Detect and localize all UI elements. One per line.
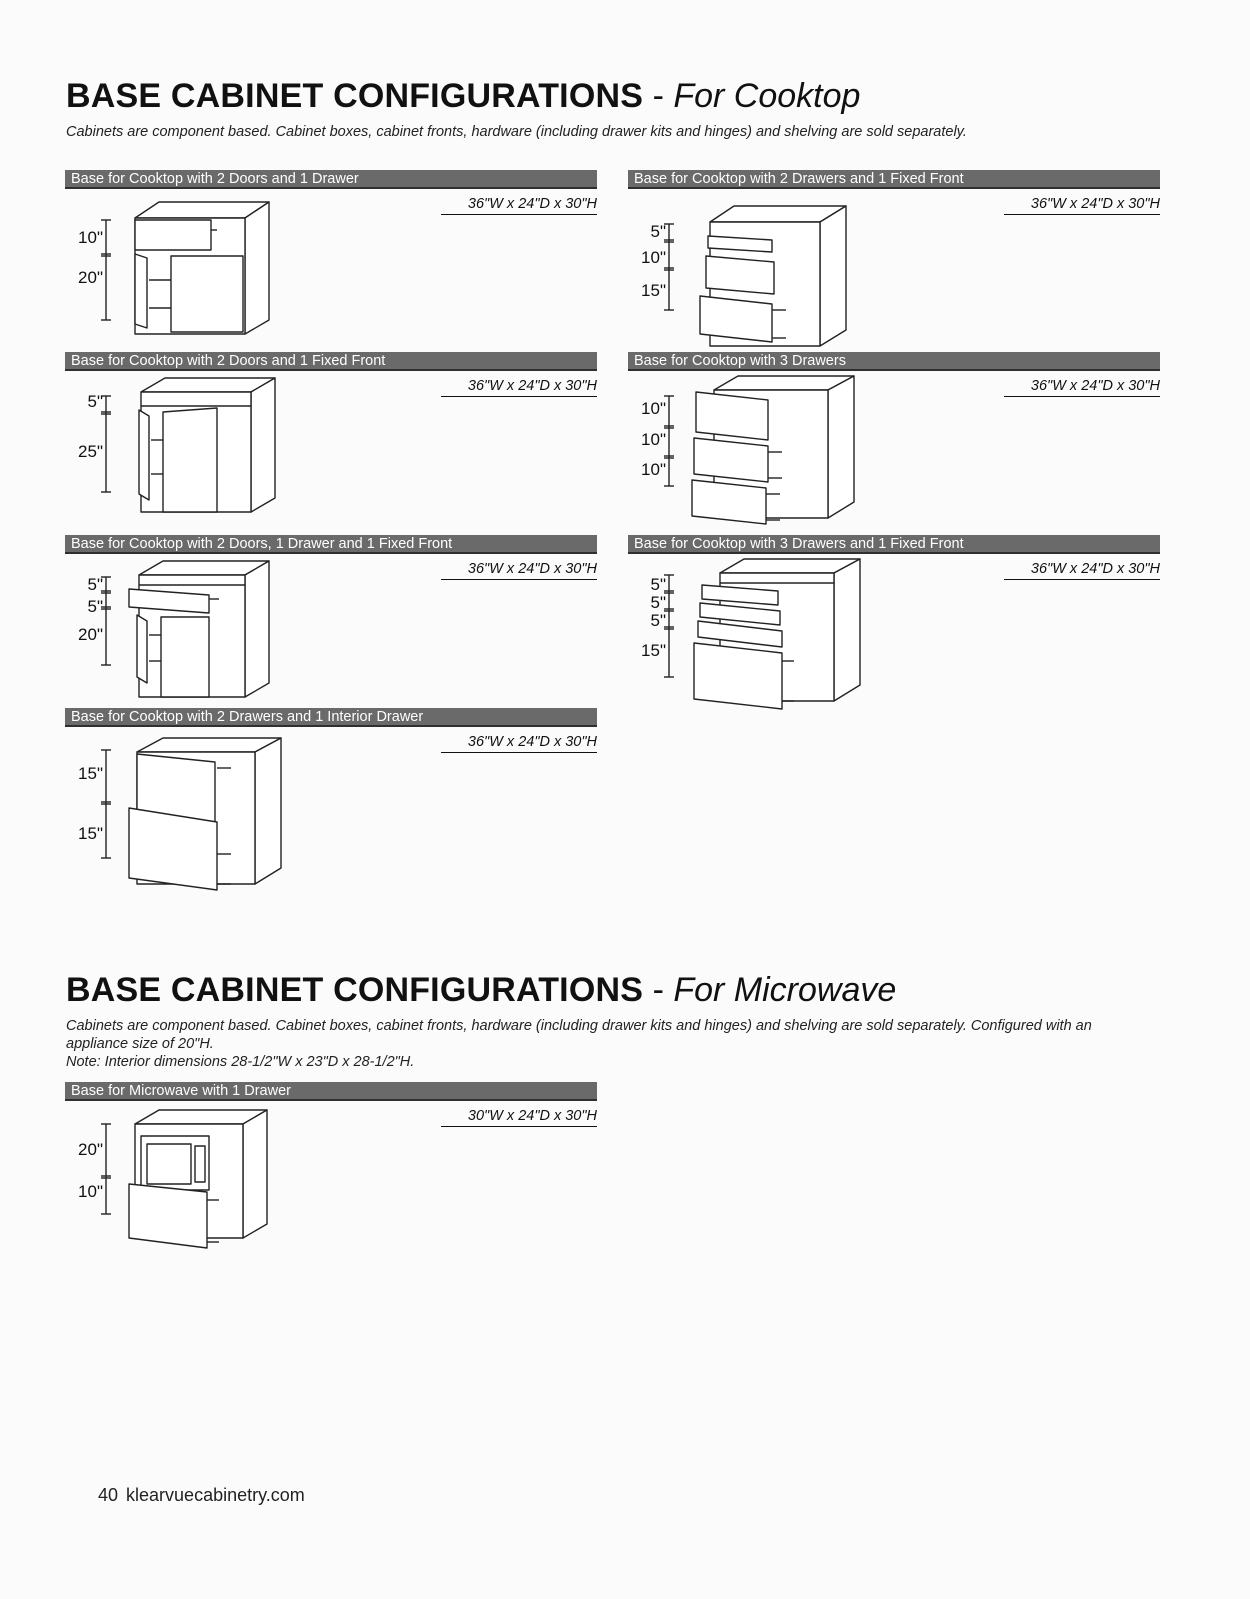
- config-panel-microwave-1-drawer: [65, 1082, 597, 1262]
- panel-title-bar: Base for Cooktop with 2 Doors, 1 Drawer and 1 Fixed Front: [65, 535, 597, 554]
- config-panel-3-drawers-1-fixed-front: [628, 535, 1160, 715]
- height-label: 15": [78, 824, 103, 843]
- panel-title-bar: Base for Cooktop with 3 Drawers and 1 Fixed Front: [628, 535, 1160, 554]
- height-label: 10": [78, 228, 103, 247]
- panel-dimensions: 36"W x 24"D x 30"H: [1004, 196, 1160, 215]
- cooktop-title-bold: BASE CABINET CONFIGURATIONS: [66, 77, 644, 115]
- dimension-bracket: [99, 708, 113, 888]
- microwave-title-italic: For Microwave: [673, 971, 897, 1009]
- height-label: 5": [87, 392, 103, 411]
- height-label: 10": [641, 248, 666, 267]
- config-panel-2-doors-1-drawer: [65, 170, 597, 350]
- height-label: 20": [78, 268, 103, 287]
- height-label: 20": [78, 625, 103, 644]
- height-label: 15": [641, 281, 666, 300]
- microwave-intro-note: Note: Interior dimensions 28-1/2"W x 23"D x 28-1/2"H.: [66, 1054, 415, 1070]
- panel-dimensions: 30"W x 24"D x 30"H: [441, 1108, 597, 1127]
- cooktop-section-title: [66, 76, 860, 116]
- cabinet-illustration: [127, 200, 287, 350]
- cabinet-illustration: [690, 565, 850, 715]
- config-panel-2-drawers-1-interior-drawer: [65, 708, 597, 888]
- panel-title-bar: Base for Cooktop with 2 Drawers and 1 Fixed Front: [628, 170, 1160, 189]
- panel-dimensions: 36"W x 24"D x 30"H: [1004, 378, 1160, 397]
- height-label: 5": [650, 575, 666, 594]
- height-label: 15": [641, 641, 666, 660]
- microwave-intro-line1: Cabinets are component based. Cabinet boxes, cabinet fronts, hardware (including drawer kits and hinges) and shelving are sold separately. Configured with an: [66, 1018, 1092, 1034]
- dimension-bracket: [99, 535, 113, 715]
- dimension-bracket: [99, 352, 113, 532]
- dimension-bracket: [99, 170, 113, 350]
- height-label: 5": [87, 575, 103, 594]
- cabinet-illustration: [127, 1112, 287, 1262]
- cooktop-title-separator: -: [652, 77, 664, 115]
- microwave-intro-line2: appliance size of 20"H.: [66, 1036, 214, 1052]
- config-panel-2-doors-1-drawer-1-fixed-front: [65, 535, 597, 715]
- cabinet-illustration: [127, 565, 287, 715]
- config-panel-2-drawers-1-fixed-front: [628, 170, 1160, 350]
- panel-title-bar: Base for Microwave with 1 Drawer: [65, 1082, 597, 1101]
- microwave-title-separator: -: [652, 971, 664, 1009]
- microwave-section-title: [66, 970, 896, 1010]
- panel-dimensions: 36"W x 24"D x 30"H: [441, 734, 597, 753]
- page-number: 40: [98, 1485, 119, 1505]
- height-label: 5": [650, 611, 666, 630]
- panel-title-bar: Base for Cooktop with 2 Doors and 1 Fixed Front: [65, 352, 597, 371]
- dimension-bracket: [99, 1082, 113, 1262]
- height-label: 10": [641, 460, 666, 479]
- height-label: 10": [641, 399, 666, 418]
- panel-title-bar: Base for Cooktop with 2 Doors and 1 Drawer: [65, 170, 597, 189]
- panel-title-bar: Base for Cooktop with 2 Drawers and 1 Interior Drawer: [65, 708, 597, 727]
- website-url: klearvuecabinetry.com: [126, 1485, 305, 1505]
- cooktop-intro: Cabinets are component based. Cabinet boxes, cabinet fronts, hardware (including drawer kits and hinges) and shelving are sold separately.: [66, 124, 967, 140]
- panel-dimensions: 36"W x 24"D x 30"H: [441, 378, 597, 397]
- page-footer: [98, 1484, 305, 1506]
- height-label: 25": [78, 442, 103, 461]
- height-label: 10": [641, 430, 666, 449]
- height-label: 15": [78, 764, 103, 783]
- height-label: 10": [78, 1182, 103, 1201]
- panel-dimensions: 36"W x 24"D x 30"H: [1004, 561, 1160, 580]
- height-label: 20": [78, 1140, 103, 1159]
- dimension-bracket: [662, 535, 676, 715]
- height-label: 5": [650, 593, 666, 612]
- config-panel-2-doors-1-fixed-front: [65, 352, 597, 532]
- panel-title-bar: Base for Cooktop with 3 Drawers: [628, 352, 1160, 371]
- config-panel-3-drawers: [628, 352, 1160, 532]
- panel-dimensions: 36"W x 24"D x 30"H: [441, 561, 597, 580]
- dimension-bracket: [662, 170, 676, 350]
- cabinet-illustration: [690, 200, 850, 350]
- height-label: 5": [650, 222, 666, 241]
- cooktop-title-italic: For Cooktop: [673, 77, 861, 115]
- height-label: 5": [87, 597, 103, 616]
- cabinet-illustration: [127, 738, 287, 888]
- cabinet-illustration: [690, 382, 850, 532]
- microwave-title-bold: BASE CABINET CONFIGURATIONS: [66, 971, 644, 1009]
- panel-dimensions: 36"W x 24"D x 30"H: [441, 196, 597, 215]
- dimension-bracket: [662, 352, 676, 532]
- cabinet-illustration: [127, 382, 287, 532]
